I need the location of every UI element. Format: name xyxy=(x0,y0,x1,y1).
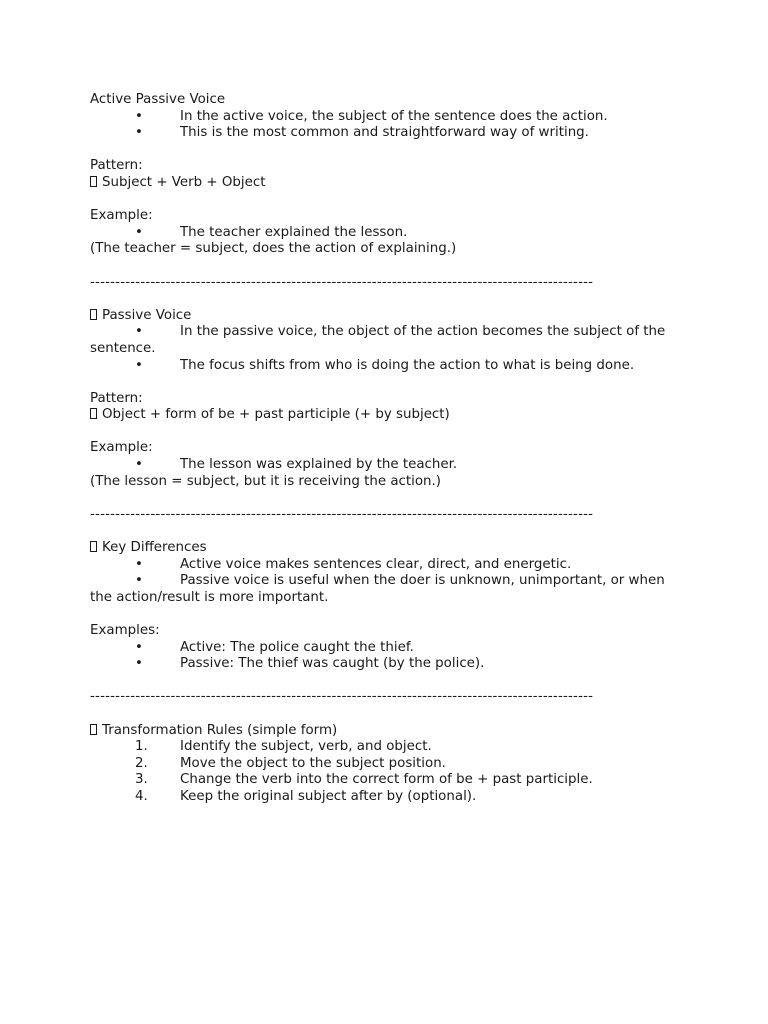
separator-line: ---------------------------------------------------------------------------------------------------- xyxy=(90,506,594,522)
list-item xyxy=(90,109,670,126)
list-item xyxy=(90,573,670,606)
bullet-marker: • xyxy=(135,656,143,672)
pattern-text: Object + form of be + past participle (+ by subject) xyxy=(102,407,450,423)
list-item xyxy=(90,557,670,574)
rule-text: Move the object to the subject position. xyxy=(180,755,446,771)
bullet-marker: • xyxy=(135,639,143,655)
pattern-line xyxy=(90,407,670,424)
list-number: 2. xyxy=(135,755,148,771)
bullet-text: Passive voice is useful when the doer is unknown, unimportant, or when the action/result is more important. xyxy=(90,573,665,605)
pattern-label: Pattern: xyxy=(90,158,143,174)
spacer xyxy=(90,192,670,209)
box-icon xyxy=(90,724,97,735)
separator-line: ---------------------------------------------------------------------------------------------------- xyxy=(90,689,594,705)
example-text: The lesson was explained by the teacher. xyxy=(180,457,458,473)
document-title: Active Passive Voice xyxy=(90,92,226,107)
spacer xyxy=(90,258,670,275)
list-item xyxy=(90,125,670,142)
example-text: Active: The police caught the thief. xyxy=(180,639,414,655)
list-item xyxy=(90,656,670,673)
bullet-text: Active voice makes sentences clear, direct, and energetic. xyxy=(180,556,572,572)
list-item xyxy=(90,756,670,773)
bullet-text: The focus shifts from who is doing the action to what is being done. xyxy=(180,357,635,373)
bullet-marker: • xyxy=(135,224,143,240)
example-text: The teacher explained the lesson. xyxy=(180,224,408,240)
bullet-marker: • xyxy=(135,125,143,141)
spacer xyxy=(90,606,670,623)
example-label: Example: xyxy=(90,440,153,456)
list-item xyxy=(90,640,670,657)
example-note: (The teacher = subject, does the action of explaining.) xyxy=(90,241,457,257)
section-heading-passive xyxy=(90,308,670,325)
document-page xyxy=(90,92,670,806)
heading-text: Passive Voice xyxy=(102,307,192,323)
rule-text: Change the verb into the correct form of be + past participle. xyxy=(180,772,593,788)
spacer xyxy=(90,291,670,308)
rule-text: Keep the original subject after by (optional). xyxy=(180,788,477,804)
bullet-text: In the active voice, the subject of the sentence does the action. xyxy=(180,108,608,124)
section-heading-differences xyxy=(90,540,670,557)
example-label: Example: xyxy=(90,208,153,224)
bullet-marker: • xyxy=(135,324,143,340)
list-item xyxy=(90,358,670,375)
list-number: 4. xyxy=(135,788,148,804)
spacer xyxy=(90,424,670,441)
list-item xyxy=(90,225,670,242)
bullet-text: This is the most common and straightforward way of writing. xyxy=(180,125,589,141)
bullet-marker: • xyxy=(135,357,143,373)
list-item xyxy=(90,772,670,789)
example-text: Passive: The thief was caught (by the police). xyxy=(180,656,485,672)
list-item xyxy=(90,457,670,474)
section-heading-rules xyxy=(90,723,670,740)
pattern-text: Subject + Verb + Object xyxy=(102,174,266,190)
bullet-marker: • xyxy=(135,556,143,572)
separator-line: ---------------------------------------------------------------------------------------------------- xyxy=(90,274,594,290)
pattern-line xyxy=(90,175,670,192)
spacer xyxy=(90,523,670,540)
bullet-marker: • xyxy=(135,108,143,124)
spacer xyxy=(90,706,670,723)
list-number: 1. xyxy=(135,739,148,755)
rule-text: Identify the subject, verb, and object. xyxy=(180,739,432,755)
heading-text: Transformation Rules (simple form) xyxy=(102,722,338,738)
bullet-text: In the passive voice, the object of the action becomes the subject of the sentence. xyxy=(90,324,666,356)
box-icon xyxy=(90,408,97,419)
box-icon xyxy=(90,309,97,320)
bullet-marker: • xyxy=(135,457,143,473)
spacer xyxy=(90,142,670,159)
spacer xyxy=(90,490,670,507)
spacer xyxy=(90,673,670,690)
example-note: (The lesson = subject, but it is receiving the action.) xyxy=(90,473,442,489)
list-item xyxy=(90,324,670,357)
spacer xyxy=(90,374,670,391)
box-icon xyxy=(90,176,97,187)
bullet-marker: • xyxy=(135,573,143,589)
box-icon xyxy=(90,541,97,552)
list-number: 3. xyxy=(135,772,148,788)
list-item xyxy=(90,789,670,806)
pattern-label: Pattern: xyxy=(90,390,143,406)
heading-text: Key Differences xyxy=(102,540,207,556)
list-item xyxy=(90,739,670,756)
examples-label: Examples: xyxy=(90,623,160,638)
